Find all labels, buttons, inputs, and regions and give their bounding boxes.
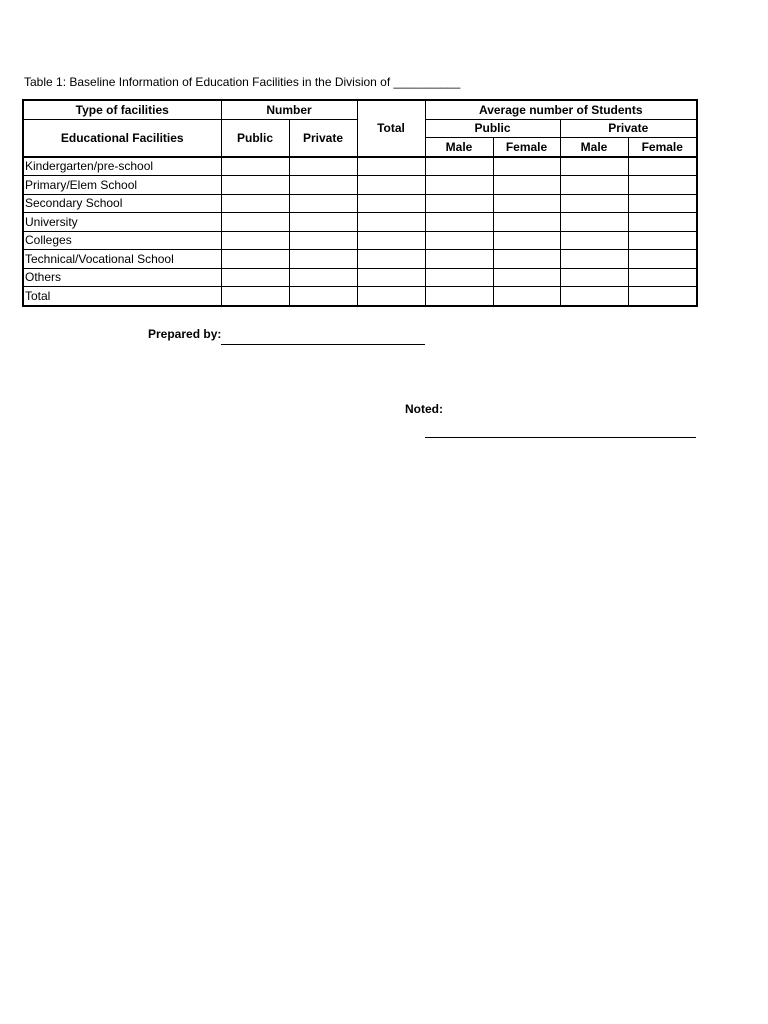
header-public-female: Female	[493, 138, 560, 157]
table-cell[interactable]	[493, 250, 560, 269]
header-avg-private: Private	[560, 119, 697, 138]
table-row	[23, 250, 697, 269]
table-cell[interactable]	[357, 194, 425, 213]
education-facilities-table	[22, 99, 698, 307]
table-cell[interactable]	[560, 287, 628, 306]
header-number-private: Private	[289, 119, 357, 157]
header-private-male: Male	[560, 138, 628, 157]
table-cell[interactable]	[357, 157, 425, 176]
table-cell[interactable]	[628, 231, 697, 250]
noted-signature-line[interactable]	[425, 437, 696, 438]
table-cell[interactable]	[425, 268, 493, 287]
table-cell[interactable]	[560, 250, 628, 269]
table-body	[23, 157, 697, 306]
prepared-by-signature-line[interactable]	[221, 344, 425, 345]
table-cell[interactable]	[221, 157, 289, 176]
table-cell[interactable]	[425, 194, 493, 213]
table-cell[interactable]	[560, 194, 628, 213]
table-cell[interactable]	[221, 213, 289, 232]
header-private-female: Female	[628, 138, 697, 157]
table-cell[interactable]	[221, 268, 289, 287]
table-cell[interactable]	[493, 194, 560, 213]
table-cell[interactable]	[425, 157, 493, 176]
table-cell[interactable]	[628, 194, 697, 213]
table-cell[interactable]	[425, 176, 493, 195]
table-cell[interactable]	[560, 231, 628, 250]
table-caption: Table 1: Baseline Information of Education Facilities in the Division of __________	[24, 75, 461, 89]
header-number-public: Public	[221, 119, 289, 157]
header-average-students: Average number of Students	[425, 100, 697, 119]
table-cell[interactable]	[493, 287, 560, 306]
table-cell[interactable]	[560, 268, 628, 287]
prepared-by-label: Prepared by:	[148, 327, 222, 341]
table-cell[interactable]	[289, 157, 357, 176]
table-cell[interactable]	[628, 157, 697, 176]
table-cell[interactable]	[357, 268, 425, 287]
table-cell[interactable]	[289, 268, 357, 287]
table-cell[interactable]	[628, 268, 697, 287]
table-cell[interactable]	[493, 213, 560, 232]
table-cell[interactable]	[560, 176, 628, 195]
table-cell[interactable]	[221, 287, 289, 306]
table-cell[interactable]	[493, 231, 560, 250]
table-cell[interactable]	[493, 176, 560, 195]
table-cell[interactable]	[357, 176, 425, 195]
table-cell[interactable]	[628, 287, 697, 306]
table-cell[interactable]	[628, 176, 697, 195]
table-cell[interactable]	[357, 231, 425, 250]
table-row	[23, 157, 697, 176]
table-cell[interactable]	[221, 176, 289, 195]
table-cell[interactable]	[289, 176, 357, 195]
table-cell[interactable]	[357, 213, 425, 232]
table-cell[interactable]	[357, 250, 425, 269]
header-type-of-facilities: Type of facilities	[23, 100, 221, 119]
table-cell[interactable]	[289, 194, 357, 213]
row-label: University	[23, 213, 221, 232]
row-label: Total	[23, 287, 221, 306]
table-row	[23, 287, 697, 306]
table-cell[interactable]	[357, 287, 425, 306]
table-row	[23, 231, 697, 250]
table-row	[23, 194, 697, 213]
table-row	[23, 176, 697, 195]
table-cell[interactable]	[560, 213, 628, 232]
row-label: Technical/Vocational School	[23, 250, 221, 269]
row-label: Kindergarten/pre-school	[23, 157, 221, 176]
table-cell[interactable]	[289, 213, 357, 232]
table-cell[interactable]	[425, 231, 493, 250]
row-label: Others	[23, 268, 221, 287]
table-cell[interactable]	[425, 213, 493, 232]
header-number: Number	[221, 100, 357, 119]
header-avg-public: Public	[425, 119, 560, 138]
table-cell[interactable]	[221, 194, 289, 213]
table-cell[interactable]	[221, 250, 289, 269]
row-label: Secondary School	[23, 194, 221, 213]
table-cell[interactable]	[628, 213, 697, 232]
table-cell[interactable]	[221, 231, 289, 250]
table-row	[23, 213, 697, 232]
table-cell[interactable]	[425, 250, 493, 269]
header-educational-facilities: Educational Facilities	[23, 119, 221, 157]
table-row	[23, 268, 697, 287]
header-total: Total	[357, 100, 425, 157]
table-cell[interactable]	[493, 268, 560, 287]
noted-label: Noted:	[405, 402, 443, 416]
table-cell[interactable]	[425, 287, 493, 306]
table-cell[interactable]	[628, 250, 697, 269]
table-cell[interactable]	[289, 287, 357, 306]
row-label: Colleges	[23, 231, 221, 250]
table-cell[interactable]	[493, 157, 560, 176]
table-cell[interactable]	[289, 231, 357, 250]
row-label: Primary/Elem School	[23, 176, 221, 195]
table-cell[interactable]	[289, 250, 357, 269]
table-cell[interactable]	[560, 157, 628, 176]
header-public-male: Male	[425, 138, 493, 157]
